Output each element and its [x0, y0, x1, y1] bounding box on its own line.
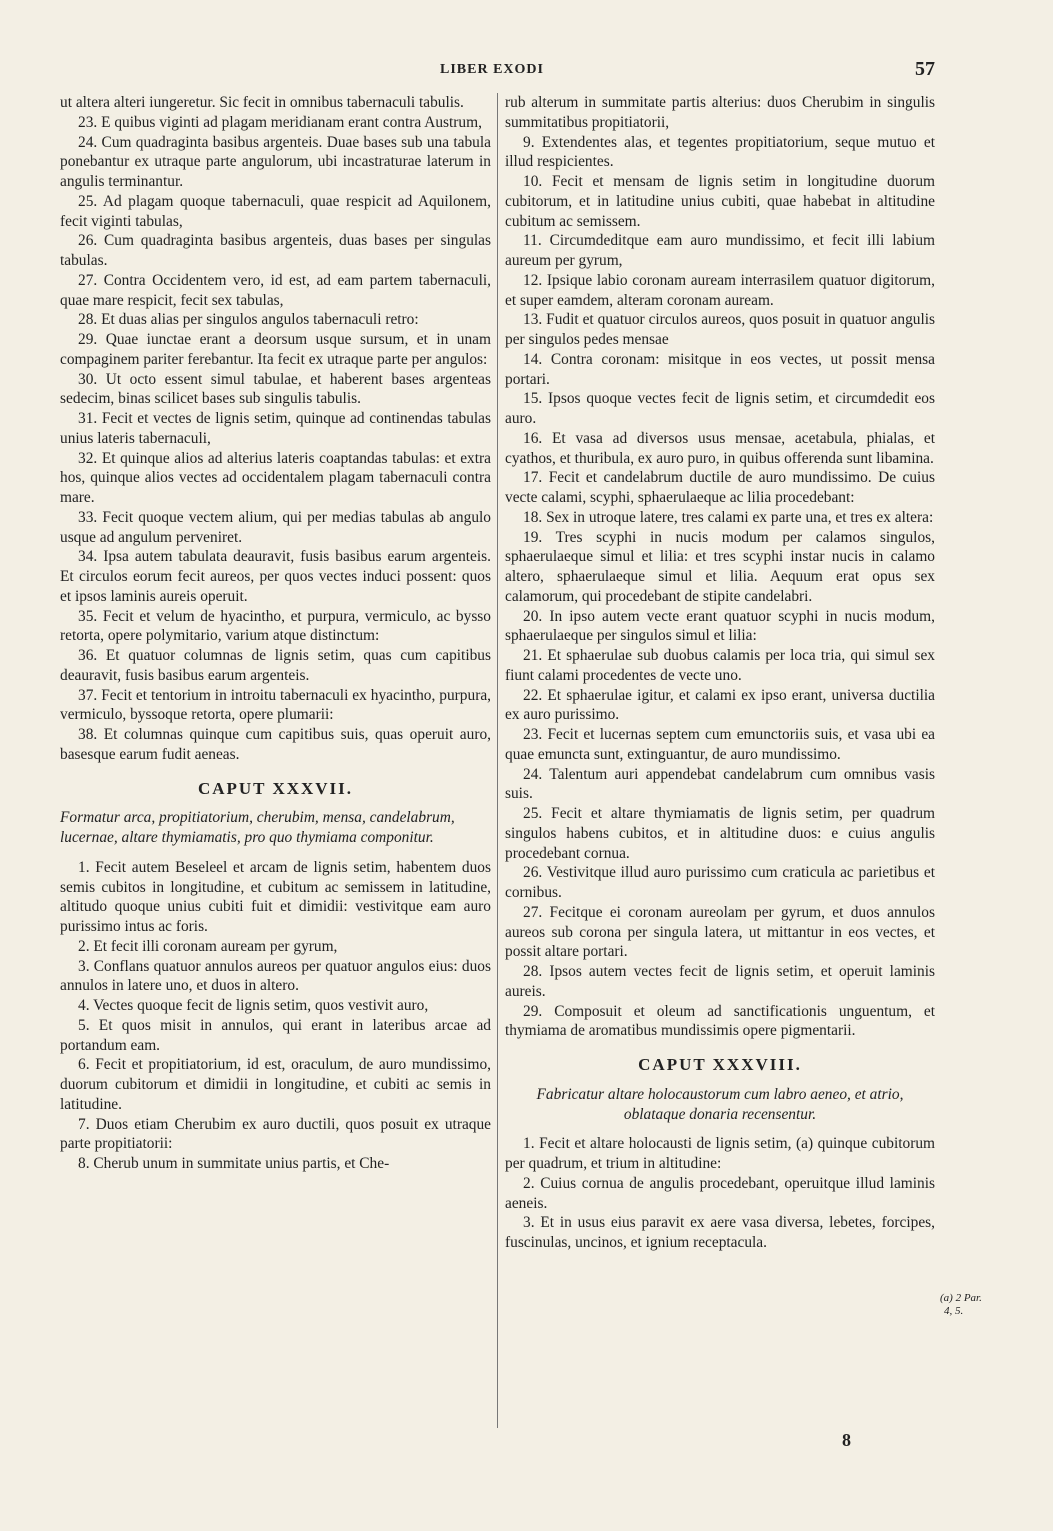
- printer-signature: 8: [842, 1430, 851, 1450]
- verse: rub alterum in summitate partis alterius: duos Cherubim in singulis summitatibus propitiatorii,: [505, 94, 935, 131]
- verse: 17. Fecit et candelabrum ductile de auro mundissimo. De cuius vecte calami, scyphi, sphaerulaeque ac lilia procedebant:: [505, 469, 935, 506]
- chapter-summary: Fabricatur altare holocaustorum cum labro aeneo, et atrio, oblataque donaria recensentur.: [536, 1085, 904, 1123]
- margin-note: [940, 1292, 982, 1318]
- verse: 18. Sex in utroque latere, tres calami ex parte una, et tres ex altera:: [523, 508, 934, 526]
- verse: 28. Et duas alias per singulos angulos tabernaculi retro:: [78, 311, 419, 329]
- verse: 15. Ipsos quoque vectes fecit de lignis setim, et circumdedit eos auro.: [505, 390, 935, 427]
- verse: 22. Et sphaerulae igitur, et calami ex ipso erant, universa ductilia ex auro purissimo.: [505, 686, 935, 724]
- verse: 34. Ipsa autem tabulata deauravit, fusis basibus earum argenteis. Et circulos eorum fecit aureos, per quos vectes induci possent: quos et ipsos laminis aureis operuit.: [60, 548, 491, 605]
- verse: 23. E quibus viginti ad plagam meridianam erant contra Austrum,: [78, 113, 482, 131]
- column-divider: [497, 93, 498, 1428]
- verse: 14. Contra coronam: misitque in eos vectes, ut possit mensa portari.: [505, 350, 935, 388]
- margin-note-line1: (a) 2 Par.: [940, 1292, 982, 1304]
- verse: 10. Fecit et mensam de lignis setim in longitudine duorum cubitorum, et in latitudine unius cubiti, quae habebat in altitudine cubitum ac semissem.: [505, 173, 935, 230]
- verse: 24. Talentum auri appendebat candelabrum cum omnibus vasis suis.: [505, 765, 935, 803]
- running-head: LIBER EXODI: [440, 62, 544, 77]
- verse: 11. Circumdeditque eam auro mundissimo, et fecit illi labium aureum per gyrum,: [505, 232, 935, 269]
- left-column: [60, 93, 491, 1174]
- chapter-summary: Formatur arca, propitiatorium, cherubim, mensa, candelabrum, lucernae, altare thymiamatis, pro quo thymiama componitur.: [60, 809, 455, 846]
- verse: ut altera alteri iungeretur. Sic fecit in omnibus tabernaculi tabulis.: [60, 94, 464, 111]
- verse: 6. Fecit et propitiatorium, id est, oraculum, de auro mundissimo, duorum cubitorum et dimidii in longitudine, et cubiti ac semis in latitudine.: [60, 1056, 491, 1113]
- verse: 16. Et vasa ad diversos usus mensae, acetabula, phialas, et cyathos, et thuribula, ex auro puro, in quibus offerenda sunt libamina.: [505, 429, 935, 467]
- verse: 26. Cum quadraginta basibus argenteis, duas bases per singulas tabulas.: [60, 232, 491, 269]
- verse: 32. Et quinque alios ad alterius lateris coaptandas tabulas: et extra hos, quinque alios vectes ad occidentalem plagam tabernaculi contra mare.: [60, 449, 491, 506]
- verse: 35. Fecit et velum de hyacintho, et purpura, vermiculo, ac bysso retorta, opere polymitario, varium atque distinctum:: [60, 607, 491, 645]
- margin-note-line2: 4, 5.: [944, 1305, 964, 1317]
- verse: 38. Et columnas quinque cum capitibus suis, quas operuit auro, basesque earum fudit aeneas.: [60, 726, 491, 763]
- page-number: 57: [915, 58, 935, 80]
- verse: 37. Fecit et tentorium in introitu tabernaculi ex hyacintho, purpura, vermiculo, byssoque retorta, opere plumarii:: [60, 686, 491, 724]
- verse: 5. Et quos misit in annulos, qui erant in lateribus arcae ad portandum eam.: [60, 1016, 491, 1054]
- verse: 3. Conflans quatuor annulos aureos per quatuor angulos eius: duos annulos in latere uno, et duos in altero.: [60, 957, 491, 995]
- chapter-heading: CAPUT XXXVIII.: [638, 1055, 802, 1074]
- verse: 26. Vestivitque illud auro purissimo cum craticula ac parietibus et cornibus.: [505, 864, 935, 901]
- verse: 12. Ipsique labio coronam auream interrasilem quatuor digitorum, et super eamdem, alteram coronam auream.: [505, 271, 935, 309]
- verse: 19. Tres scyphi in nucis modum per calamos singulos, sphaerulaeque simul et lilia: et tres scyphi instar nucis in calamo altero, sphaerulaeque simul et lilia. Aequum erat opus sex calamorum, qui procedebant de stipite candelabri.: [505, 528, 935, 605]
- verse: 7. Duos etiam Cherubim ex auro ductili, quos posuit ex utraque parte propitiatorii:: [60, 1115, 491, 1153]
- verse: 21. Et sphaerulae sub duobus calamis per loca tria, qui simul sex fiunt calami procedentes de vecte uno.: [505, 647, 935, 684]
- verse: 27. Fecitque ei coronam aureolam per gyrum, et duos annulos aureos sub corona per singula latera, ut mittantur in eos vectes, et possit altare portari.: [505, 903, 935, 961]
- verse: 31. Fecit et vectes de lignis setim, quinque ad continendas tabulas unius lateris tabernaculi,: [60, 410, 491, 447]
- verse: 2. Cuius cornua de angulis procedebant, operuitque illud laminis aeneis.: [505, 1174, 935, 1212]
- verse: 24. Cum quadraginta basibus argenteis. Duae bases sub una tabula ponebantur ex utraque parte angulorum, ubi incastraturae laterum in angulis terminantur.: [60, 133, 491, 190]
- verse: 3. Et in usus eius paravit ex aere vasa diversa, lebetes, forcipes, fuscinulas, uncinos, et ignium receptacula.: [505, 1214, 935, 1251]
- verse: 9. Extendentes alas, et tegentes propitiatorium, seque mutuo et illud respicientes.: [505, 133, 935, 171]
- verse: 33. Fecit quoque vectem alium, qui per medias tabulas ab angulo usque ad angulum perveniret.: [60, 508, 491, 546]
- verse: 27. Contra Occidentem vero, id est, ad eam partem tabernaculi, quae mare respicit, fecit sex tabulas,: [60, 271, 491, 309]
- verse: 25. Fecit et altare thymiamatis de lignis setim, per quadrum singulos habens cubitos, et in altitudine duos: e cuius angulis procedebant cornua.: [505, 805, 935, 862]
- right-column: [505, 93, 935, 1253]
- verse: 8. Cherub unum in summitate unius partis, et Che-: [78, 1155, 390, 1172]
- verse: 20. In ipso autem vecte erant quatuor scyphi in nucis modum, sphaerulaeque per singulos simul et lilia:: [505, 607, 935, 645]
- verse: 4. Vectes quoque fecit de lignis setim, quos vestivit auro,: [78, 997, 429, 1014]
- verse: 2. Et fecit illi coronam auream per gyrum,: [78, 937, 338, 955]
- chapter-heading: CAPUT XXXVII.: [197, 778, 354, 798]
- verse: 36. Et quatuor columnas de lignis setim, quas cum capitibus deauravit, fusis basibus earum argenteis.: [60, 647, 491, 684]
- verse: 1. Fecit et altare holocausti de lignis setim, (a) quinque cubitorum per quadrum, et trium in altitudine:: [505, 1135, 935, 1172]
- verse: 29. Composuit et oleum ad sanctificationis unguentum, et thymiama de aromatibus mundissimis opere pigmentarii.: [505, 1002, 935, 1040]
- verse: 13. Fudit et quatuor circulos aureos, quos posuit in quatuor angulis per singulos pedes mensae: [505, 311, 935, 348]
- verse: 25. Ad plagam quoque tabernaculi, quae respicit ad Aquilonem, fecit viginti tabulas,: [60, 192, 491, 230]
- verse: 28. Ipsos autem vectes fecit de lignis setim, et operuit laminis aureis.: [505, 963, 935, 1000]
- verse: 29. Quae iunctae erant a deorsum usque sursum, et in unam compaginem pariter ferebantur. Ita fecit ex utraque parte per angulos:: [60, 331, 491, 368]
- verse: 30. Ut octo essent simul tabulae, et haberent bases argenteas sedecim, binas scilicet bases sub singulis tabulis.: [60, 370, 491, 408]
- verse: 23. Fecit et lucernas septem cum emunctoriis suis, et vasa ubi ea quae emuncta sunt, extinguantur, de auro mundissimo.: [505, 726, 935, 763]
- verse: 1. Fecit autem Beseleel et arcam de lignis setim, habentem duos semis cubitos in longitudine, et cubitum ac semissem in latitudine, altitudo quoque unius cubiti fuit et dimidii: vestivitque eam auro purissimo intus ac foris.: [60, 858, 491, 935]
